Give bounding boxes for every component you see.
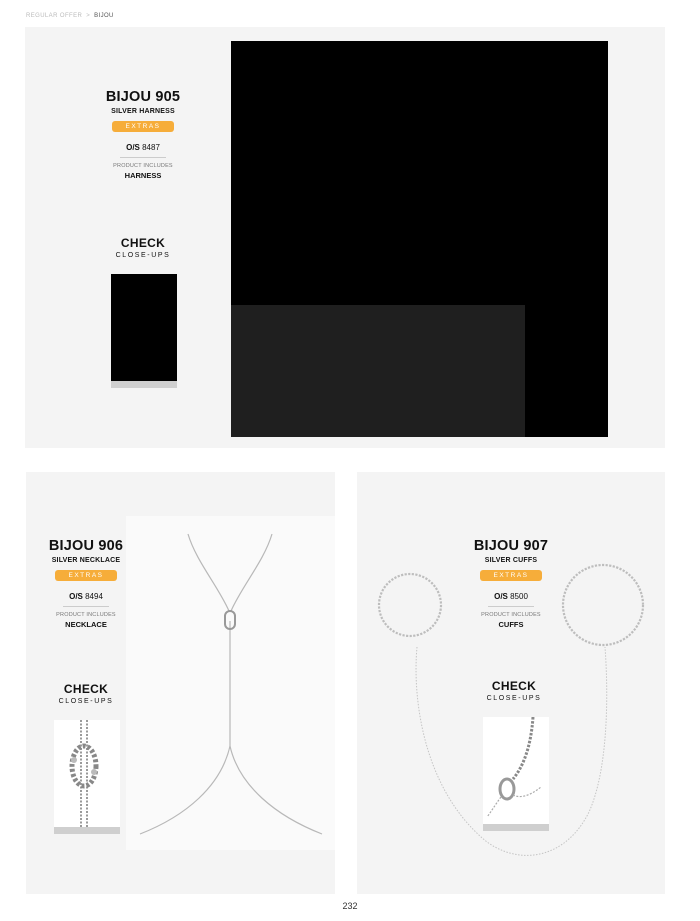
- size-label: O/S: [494, 592, 508, 601]
- product-size: [451, 592, 571, 601]
- size-label: O/S: [69, 592, 83, 601]
- divider: [63, 606, 109, 607]
- product-info: [451, 538, 571, 629]
- check-subtitle: CLOSE-UPS: [115, 252, 171, 259]
- product-subtitle: SILVER CUFFS: [484, 557, 538, 564]
- product-title: BIJOU 905: [105, 89, 181, 105]
- breadcrumb-section[interactable]: REGULAR OFFER: [26, 13, 83, 19]
- page-number: 232: [342, 901, 358, 911]
- product-subtitle: SILVER HARNESS: [111, 108, 175, 115]
- product-size: [83, 143, 203, 152]
- check-title: CHECK: [120, 236, 166, 250]
- product-title: BIJOU 907: [473, 538, 549, 554]
- includes-value: CUFFS: [498, 620, 524, 629]
- product-code: 8487: [142, 143, 160, 152]
- extras-badge: EXTRAS: [55, 570, 117, 581]
- product-code: 8494: [85, 592, 103, 601]
- check-title: CHECK: [491, 679, 537, 693]
- necklace-image: [126, 516, 335, 850]
- thumbnail-bar: [111, 381, 177, 388]
- cuff-closeup-image: [483, 717, 549, 824]
- image-shade: [231, 305, 525, 437]
- product-image: [231, 41, 608, 437]
- necklace-closeup-image: [54, 720, 120, 827]
- includes-label: PRODUCT INCLUDES: [481, 612, 541, 618]
- product-panel-bijou-907: [357, 472, 665, 894]
- check-title: CHECK: [63, 682, 109, 696]
- includes-value: NECKLACE: [65, 620, 107, 629]
- divider: [120, 157, 166, 158]
- thumbnail-bar: [483, 824, 549, 831]
- close-up-thumbnail[interactable]: [54, 720, 120, 834]
- product-code: 8500: [510, 592, 528, 601]
- close-up-thumbnail[interactable]: [483, 717, 549, 831]
- extras-badge: EXTRAS: [480, 570, 542, 581]
- product-title: BIJOU 906: [48, 538, 124, 554]
- product-panel-bijou-906: [26, 472, 335, 894]
- check-subtitle: CLOSE-UPS: [486, 695, 542, 702]
- product-subtitle: SILVER NECKLACE: [51, 557, 121, 564]
- divider: [488, 606, 534, 607]
- breadcrumb: [26, 13, 114, 19]
- includes-label: PRODUCT INCLUDES: [56, 612, 116, 618]
- includes-label: PRODUCT INCLUDES: [113, 163, 173, 169]
- includes-value: HARNESS: [124, 171, 162, 180]
- close-up-thumbnail[interactable]: [111, 274, 177, 388]
- thumbnail-bar: [54, 827, 120, 834]
- breadcrumb-separator: >: [86, 13, 91, 19]
- product-info: [83, 89, 203, 180]
- size-label: O/S: [126, 143, 140, 152]
- breadcrumb-current: BIJOU: [94, 13, 114, 19]
- check-close-ups[interactable]: [83, 236, 203, 259]
- check-close-ups[interactable]: [454, 679, 574, 702]
- product-panel-bijou-905: [25, 27, 665, 448]
- extras-badge: EXTRAS: [112, 121, 174, 132]
- check-subtitle: CLOSE-UPS: [58, 698, 114, 705]
- product-image-area: [126, 516, 335, 850]
